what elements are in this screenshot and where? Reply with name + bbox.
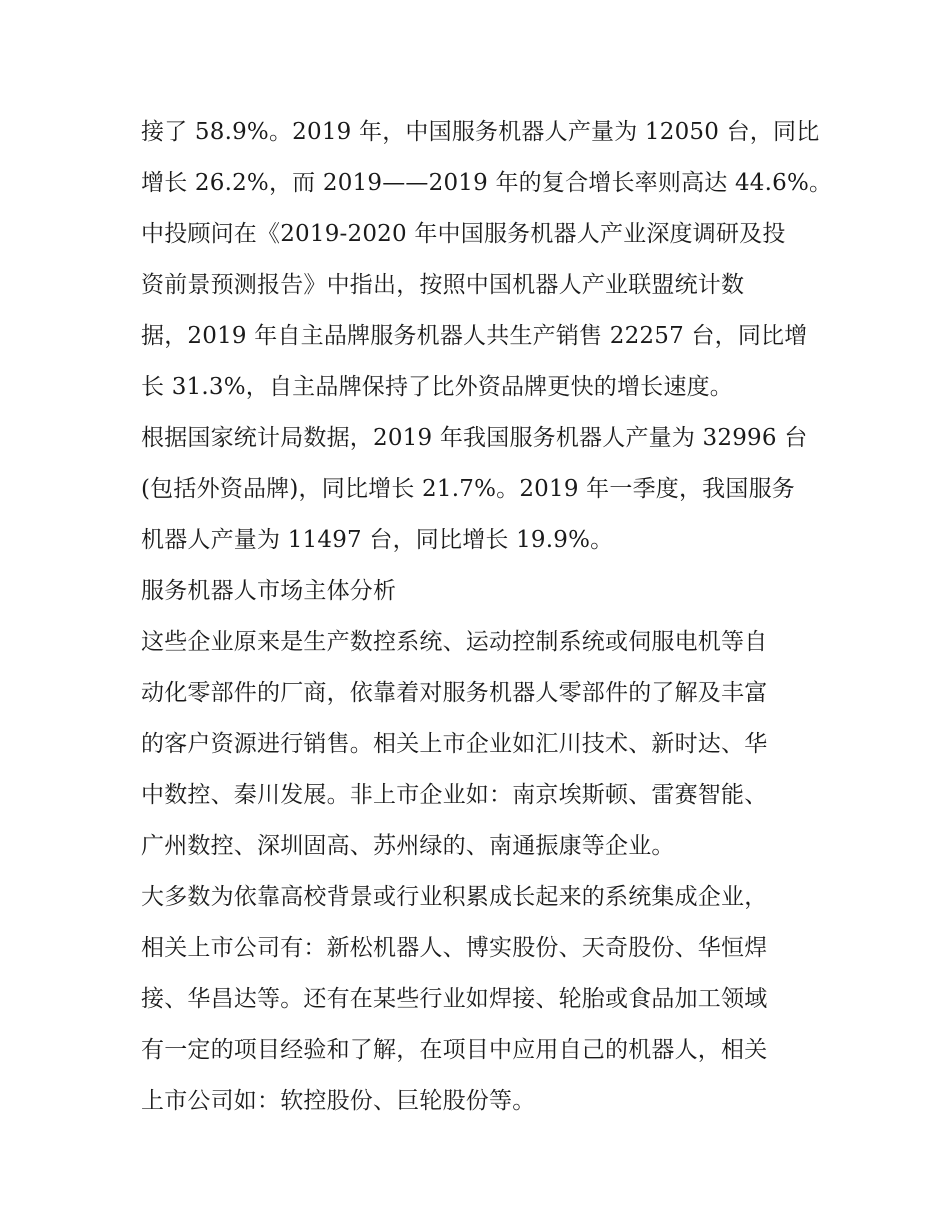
text-line: 接、华昌达等。还有在某些行业如焊接、轮胎或食品加工领域 bbox=[141, 986, 768, 1012]
text-line: 动化零部件的厂商，依靠着对服务机器人零部件的了解及丰富 bbox=[141, 680, 768, 706]
text-line: 中数控、秦川发展。非上市企业如：南京埃斯顿、雷赛智能、 bbox=[141, 782, 768, 808]
text-line: 增长 26.2%，而 2019——2019 年的复合增长率则高达 44.6%。 bbox=[141, 170, 833, 196]
text-line: 资前景预测报告》中指出，按照中国机器人产业联盟统计数 bbox=[141, 272, 745, 298]
text-line: 上市公司如：软控股份、巨轮股份等。 bbox=[141, 1088, 536, 1114]
text-line: 广州数控、深圳固高、苏州绿的、南通振康等企业。 bbox=[141, 833, 675, 859]
text-line: 机器人产量为 11497 台，同比增长 19.9%。 bbox=[141, 527, 614, 553]
text-line: 的客户资源进行销售。相关上市企业如汇川技术、新时达、华 bbox=[141, 731, 768, 757]
text-line: 长 31.3%，自主品牌保持了比外资品牌更快的增长速度。 bbox=[141, 374, 733, 400]
text-line: 根据国家统计局数据，2019 年我国服务机器人产量为 32996 台 bbox=[141, 425, 808, 451]
text-line: 中投顾问在《2019-2020 年中国服务机器人产业深度调研及投 bbox=[141, 221, 786, 247]
text-line: 相关上市公司有：新松机器人、博实股份、天奇股份、华恒焊 bbox=[141, 935, 768, 961]
text-line: 有一定的项目经验和了解，在项目中应用自己的机器人，相关 bbox=[141, 1037, 768, 1063]
text-line: 接了 58.9%。2019 年，中国服务机器人产量为 12050 台，同比 bbox=[141, 119, 820, 145]
text-line: 这些企业原来是生产数控系统、运动控制系统或伺服电机等自 bbox=[141, 629, 768, 655]
section-heading: 服务机器人市场主体分析 bbox=[141, 578, 397, 604]
text-line: (包括外资品牌)，同比增长 21.7%。2019 年一季度，我国服务 bbox=[141, 476, 795, 502]
text-line: 据，2019 年自主品牌服务机器人共生产销售 22257 台，同比增 bbox=[141, 323, 808, 349]
document-page bbox=[141, 107, 833, 1127]
text-line: 大多数为依靠高校背景或行业积累成长起来的系统集成企业， bbox=[141, 884, 768, 910]
